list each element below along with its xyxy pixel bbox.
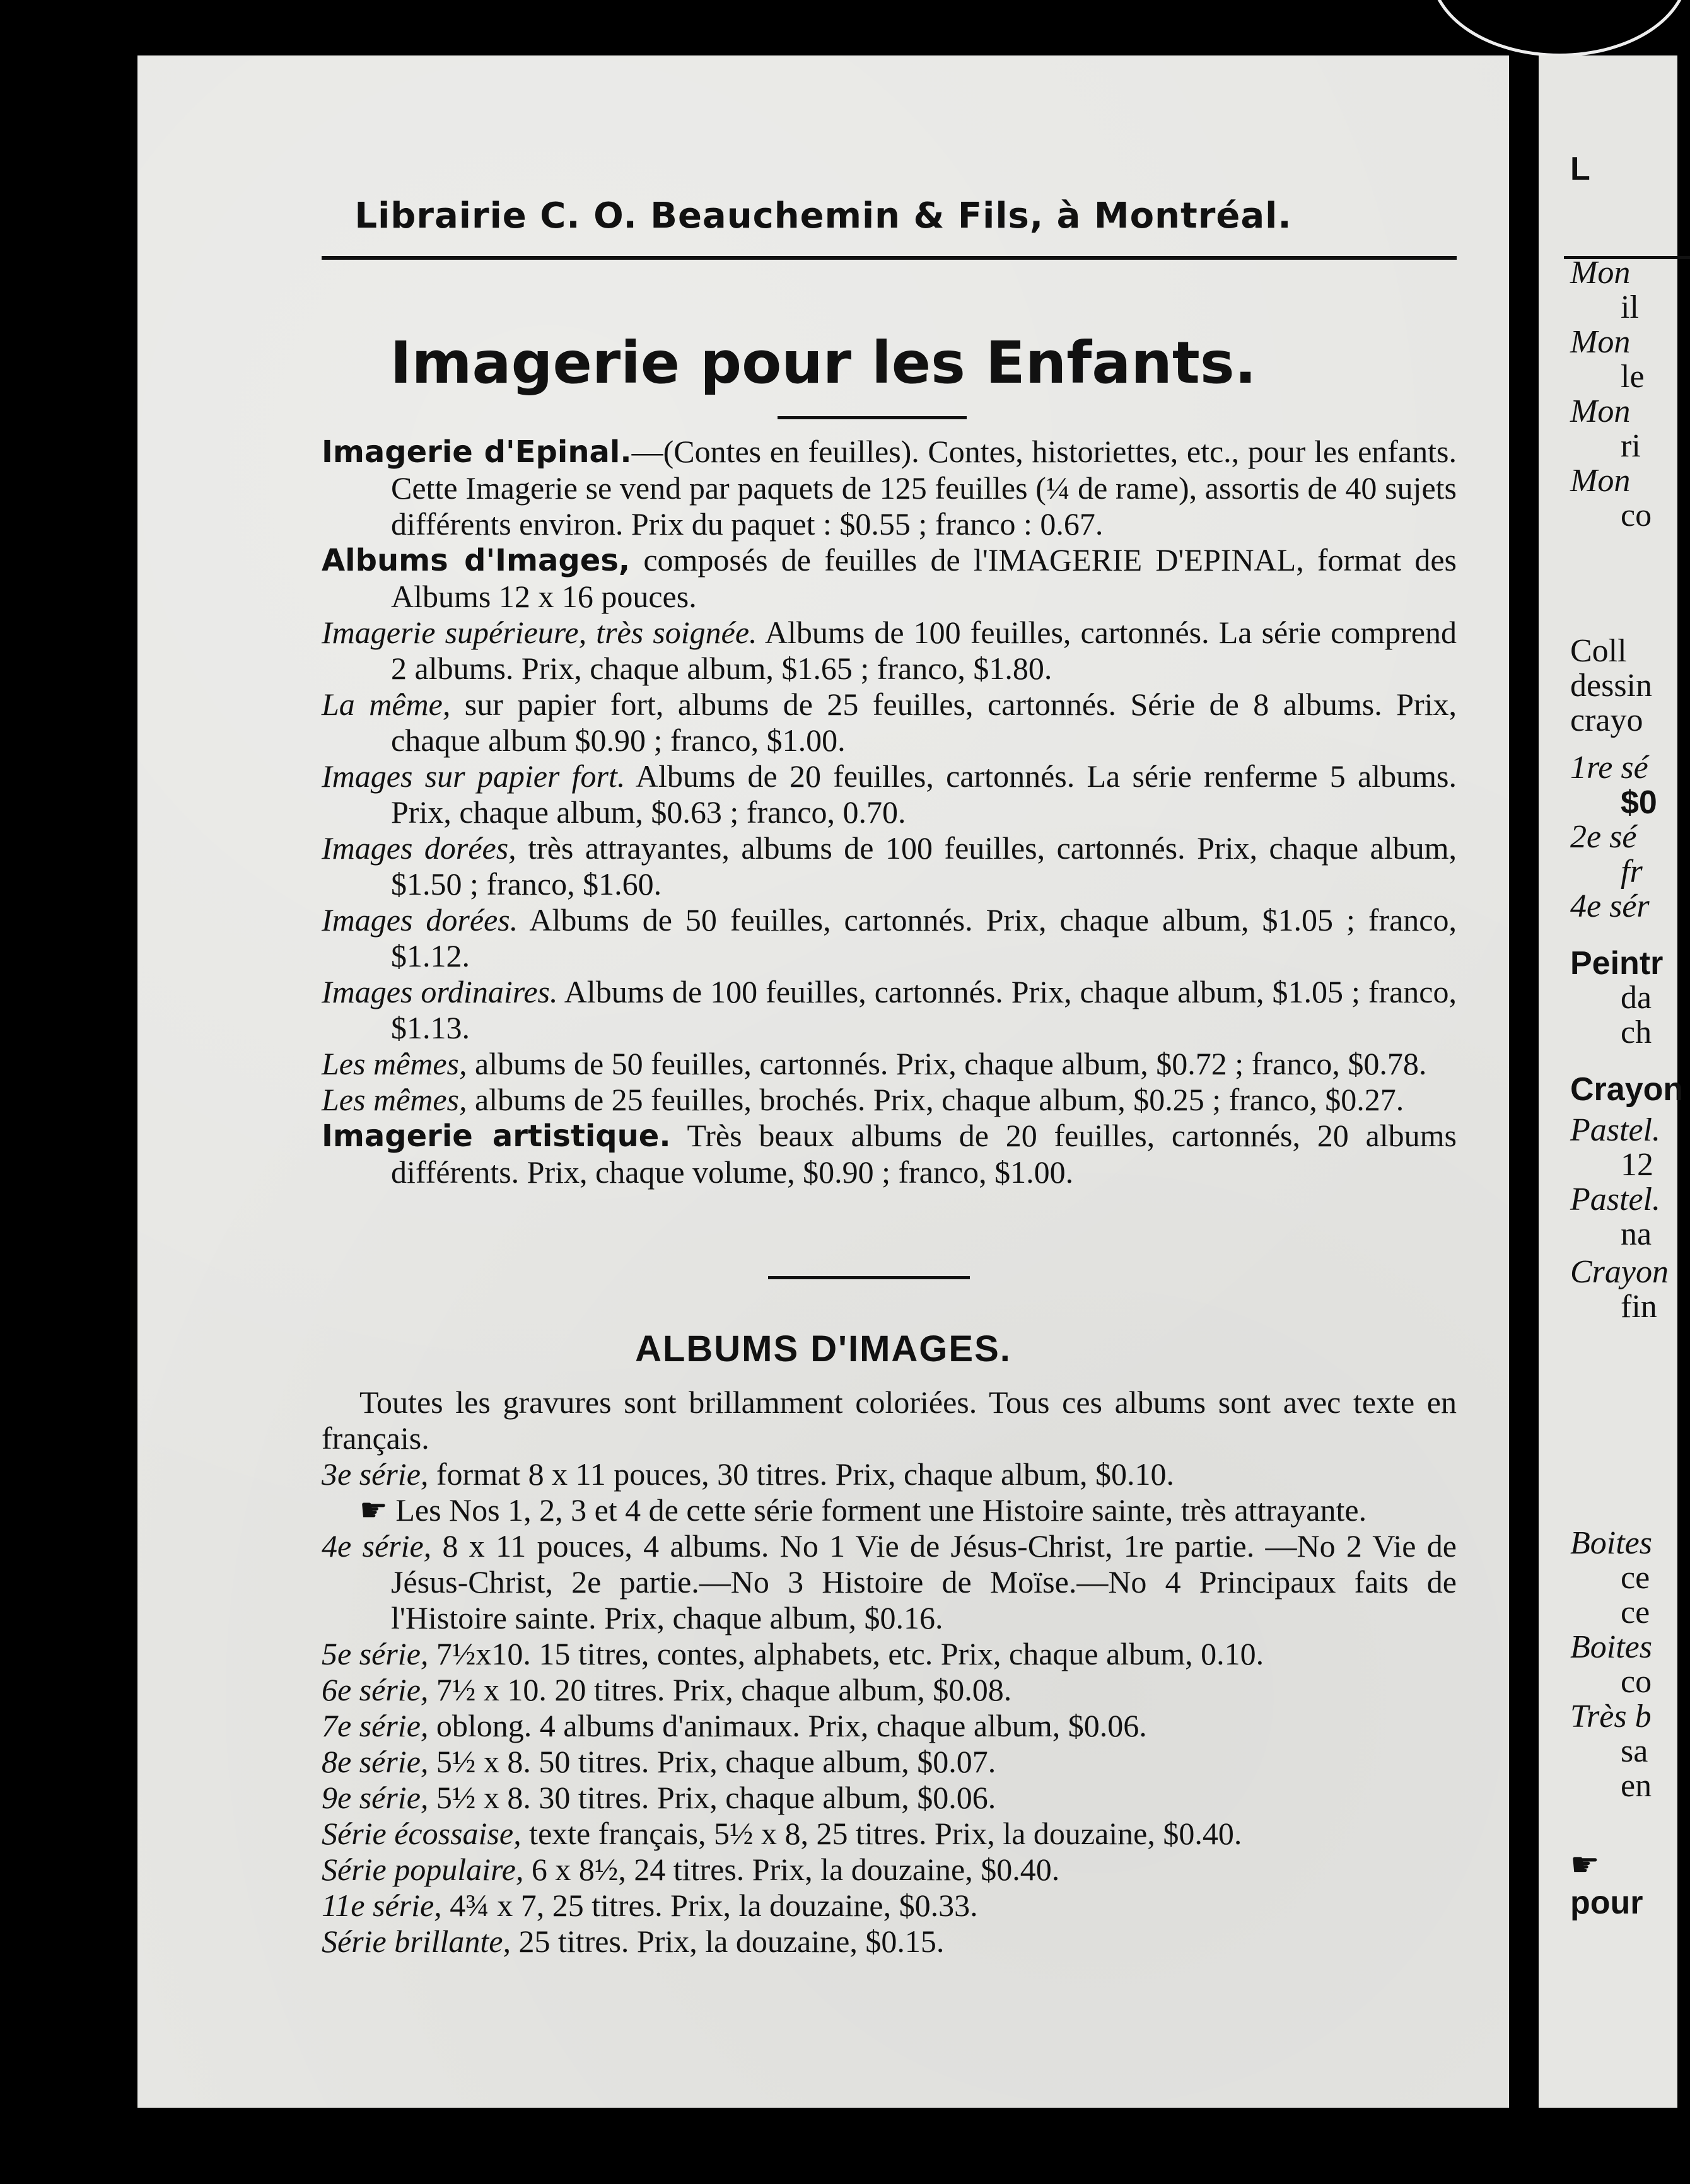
entry-text: Albums de 100 feuilles, cartonnés. La série comprend 2 albums. Prix, chaque album, $1.65 ; franco, $1.80. [391, 615, 1457, 686]
adjacent-page-fragment: Très b [1570, 1699, 1652, 1734]
album-heading: 5e série, [322, 1636, 429, 1671]
entry-text: Très beaux albums de 20 feuilles, cartonnés, 20 albums différents. Prix, chaque volume, $0.90 ; franco, $1.00. [391, 1118, 1457, 1190]
section-title: ALBUMS D'IMAGES. [635, 1328, 1011, 1369]
album-entry [322, 1816, 1457, 1852]
imagerie-entry [322, 687, 1457, 758]
adjacent-page-fragment: co [1621, 497, 1652, 533]
album-entry [322, 1492, 1457, 1528]
album-heading: 11e série, [322, 1888, 442, 1923]
album-heading: 6e série, [322, 1672, 429, 1707]
adjacent-page-fragment: Crayon [1570, 1071, 1684, 1108]
imagerie-entry [322, 1082, 1457, 1118]
imagerie-entry [322, 434, 1457, 542]
album-entry [322, 1888, 1457, 1924]
entry-heading: Images sur papier fort. [322, 758, 626, 794]
album-text: oblong. 4 albums d'animaux. Prix, chaque album, $0.06. [428, 1708, 1147, 1743]
adjacent-page-fragment: Boites [1570, 1629, 1652, 1665]
title-rule [778, 416, 967, 419]
adjacent-page-fragment: da [1621, 980, 1652, 1016]
adjacent-page-fragment: 2e sé [1570, 819, 1637, 855]
adjacent-page-fragment: ce [1621, 1594, 1650, 1630]
entry-text: —(Contes en feuilles). Contes, historiettes, etc., pour les enfants. Cette Imagerie se vend par paquets de 125 feuilles (¼ de rame), assortis de 40 sujets différents environ. Prix du paquet : $0.55 ; franco : 0.67. [391, 434, 1457, 542]
album-entry [322, 1456, 1457, 1492]
adjacent-page-fragment: dessin [1570, 668, 1652, 704]
adjacent-page-fragment: Pastel. [1570, 1112, 1660, 1148]
entry-heading: Imagerie artistique. [322, 1118, 671, 1154]
albums-list [322, 1385, 1457, 1960]
entry-text: Albums de 50 feuilles, cartonnés. Prix, chaque album, $1.05 ; franco, $1.12. [391, 902, 1457, 973]
header-rule [322, 256, 1457, 260]
album-heading: Série populaire, [322, 1852, 524, 1887]
adjacent-page-fragment: $0 [1621, 784, 1657, 821]
imagerie-entry [322, 902, 1457, 974]
adjacent-page-fragment: 1re sé [1570, 750, 1648, 786]
entry-heading: Images dorées, [322, 830, 516, 866]
entry-text: sur papier fort, albums de 25 feuilles, cartonnés. Série de 8 albums. Prix, chaque album $0.90 ; franco, $1.00. [391, 687, 1457, 758]
adjacent-page-fragment: Pastel. [1570, 1182, 1660, 1217]
adjacent-page-fragment: sa [1621, 1733, 1648, 1769]
adjacent-page-fragment: il [1621, 289, 1639, 325]
album-text: 7½x10. 15 titres, contes, alphabets, etc. Prix, chaque album, 0.10. [428, 1636, 1264, 1671]
entry-heading: Images dorées. [322, 902, 518, 938]
album-text: texte français, 5½ x 8, 25 titres. Prix, la douzaine, $0.40. [521, 1816, 1242, 1851]
adjacent-page-fragment: Coll [1570, 633, 1627, 669]
adjacent-page-fragment: pour [1570, 1885, 1643, 1921]
album-heading: Série brillante, [322, 1924, 511, 1959]
entry-heading: Les mêmes, [322, 1082, 467, 1117]
adjacent-page-fragment: 4e sér [1570, 888, 1650, 924]
adjacent-page-fragment: Mon [1570, 324, 1631, 360]
entry-text: très attrayantes, albums de 100 feuilles, cartonnés. Prix, chaque album, $1.50 ; franco, $1.60. [391, 830, 1457, 902]
adjacent-page-fragment: L [1570, 151, 1590, 187]
adjacent-page-fragment: co [1621, 1664, 1652, 1700]
imagerie-list [322, 434, 1457, 1190]
entry-heading: La même, [322, 687, 451, 722]
album-entry [322, 1636, 1457, 1672]
album-heading: 7e série, [322, 1708, 429, 1743]
album-text: 7½ x 10. 20 titres. Prix, chaque album, $0.08. [428, 1672, 1012, 1707]
album-entries [322, 1456, 1457, 1960]
imagerie-entry [322, 615, 1457, 687]
entry-text: Albums de 100 feuilles, cartonnés. Prix, chaque album, $1.05 ; franco, $1.13. [391, 974, 1457, 1045]
album-entry [322, 1708, 1457, 1744]
entry-text: composés de feuilles de l'IMAGERIE D'EPINAL, format des Albums 12 x 16 pouces. [391, 542, 1457, 614]
album-text: format 8 x 11 pouces, 30 titres. Prix, chaque album, $0.10. [428, 1456, 1175, 1492]
adjacent-page-fragment: Mon [1570, 463, 1631, 499]
adjacent-page-fragment: na [1621, 1216, 1652, 1252]
imagerie-entry [322, 758, 1457, 830]
album-entry [322, 1528, 1457, 1636]
album-entry [322, 1924, 1457, 1960]
imagerie-entry [322, 1118, 1457, 1190]
entry-heading: Albums d'Images, [322, 543, 631, 578]
adjacent-page-fragment: Peintr [1570, 945, 1664, 982]
album-entry [322, 1780, 1457, 1816]
album-heading: Série écossaise, [322, 1816, 522, 1851]
album-heading: 3e série, [322, 1456, 429, 1492]
album-text: 25 titres. Prix, la douzaine, $0.15. [510, 1924, 945, 1959]
adjacent-page-fragment: ce [1621, 1560, 1650, 1596]
album-entry [322, 1672, 1457, 1708]
adjacent-page-fragment: Crayon [1570, 1254, 1669, 1290]
album-heading: 8e série, [322, 1744, 429, 1779]
adjacent-page-fragment: 12 [1621, 1147, 1653, 1183]
adjacent-page-fragment: crayo [1570, 702, 1643, 738]
adjacent-page-fragment: fr [1621, 854, 1643, 890]
adjacent-page-fragment: ☛ [1570, 1847, 1600, 1883]
page-title: Imagerie pour les Enfants. [390, 329, 1257, 397]
running-head: Librairie C. O. Beauchemin & Fils, à Montréal. [354, 195, 1292, 236]
adjacent-page-fragment: fin [1621, 1289, 1657, 1325]
imagerie-entry [322, 542, 1457, 615]
adjacent-page-fragment: ch [1621, 1014, 1652, 1050]
adjacent-page-fragment: Mon [1570, 255, 1631, 291]
adjacent-page [1539, 55, 1684, 2108]
album-heading: 9e série, [322, 1780, 429, 1815]
scanned-page [137, 55, 1509, 2108]
album-text: 5½ x 8. 30 titres. Prix, chaque album, $0.06. [428, 1780, 996, 1815]
entry-text: albums de 50 feuilles, cartonnés. Prix, chaque album, $0.72 ; franco, $0.78. [467, 1046, 1427, 1081]
entry-text: albums de 25 feuilles, brochés. Prix, chaque album, $0.25 ; franco, $0.27. [467, 1082, 1404, 1117]
adjacent-page-fragment: Mon [1570, 393, 1631, 429]
entry-text: Albums de 20 feuilles, cartonnés. La série renferme 5 albums. Prix, chaque album, $0.63 ; franco, 0.70. [391, 758, 1457, 830]
album-text: 8 x 11 pouces, 4 albums. No 1 Vie de Jésus-Christ, 1re partie. —No 2 Vie de Jésus-Christ, 2e partie.—No 3 Histoire de Moïse.—No 4 Principaux faits de l'Histoire sainte. Prix, chaque album, $0.16. [391, 1528, 1457, 1635]
album-text: 5½ x 8. 50 titres. Prix, chaque album, $0.07. [428, 1744, 996, 1779]
imagerie-entry [322, 830, 1457, 902]
adjacent-page-fragment: le [1621, 359, 1645, 395]
entry-heading: Imagerie d'Epinal. [322, 434, 632, 470]
albums-intro: Toutes les gravures sont brillamment coloriées. Tous ces albums sont avec texte en français. [322, 1385, 1457, 1456]
album-text: 4¾ x 7, 25 titres. Prix, la douzaine, $0.33. [441, 1888, 978, 1923]
album-entry [322, 1744, 1457, 1780]
adjacent-page-fragment: ri [1621, 428, 1641, 464]
section-rule [768, 1276, 970, 1279]
pointing-hand-icon: ☛ [359, 1492, 388, 1528]
adjacent-page-fragment: Boites [1570, 1525, 1652, 1561]
imagerie-entry [322, 1046, 1457, 1082]
entry-heading: Les mêmes, [322, 1046, 467, 1081]
album-text: Les Nos 1, 2, 3 et 4 de cette série forment une Histoire sainte, très attrayante. [387, 1492, 1367, 1528]
album-entry [322, 1852, 1457, 1888]
album-heading: 4e série, [322, 1528, 432, 1564]
adjacent-page-fragment: en [1621, 1768, 1652, 1804]
entry-heading: Imagerie supérieure, très soignée. [322, 615, 757, 650]
imagerie-entry [322, 974, 1457, 1046]
entry-heading: Images ordinaires. [322, 974, 558, 1009]
album-text: 6 x 8½, 24 titres. Prix, la douzaine, $0.40. [523, 1852, 1060, 1887]
page-corner-curve [1430, 0, 1689, 57]
